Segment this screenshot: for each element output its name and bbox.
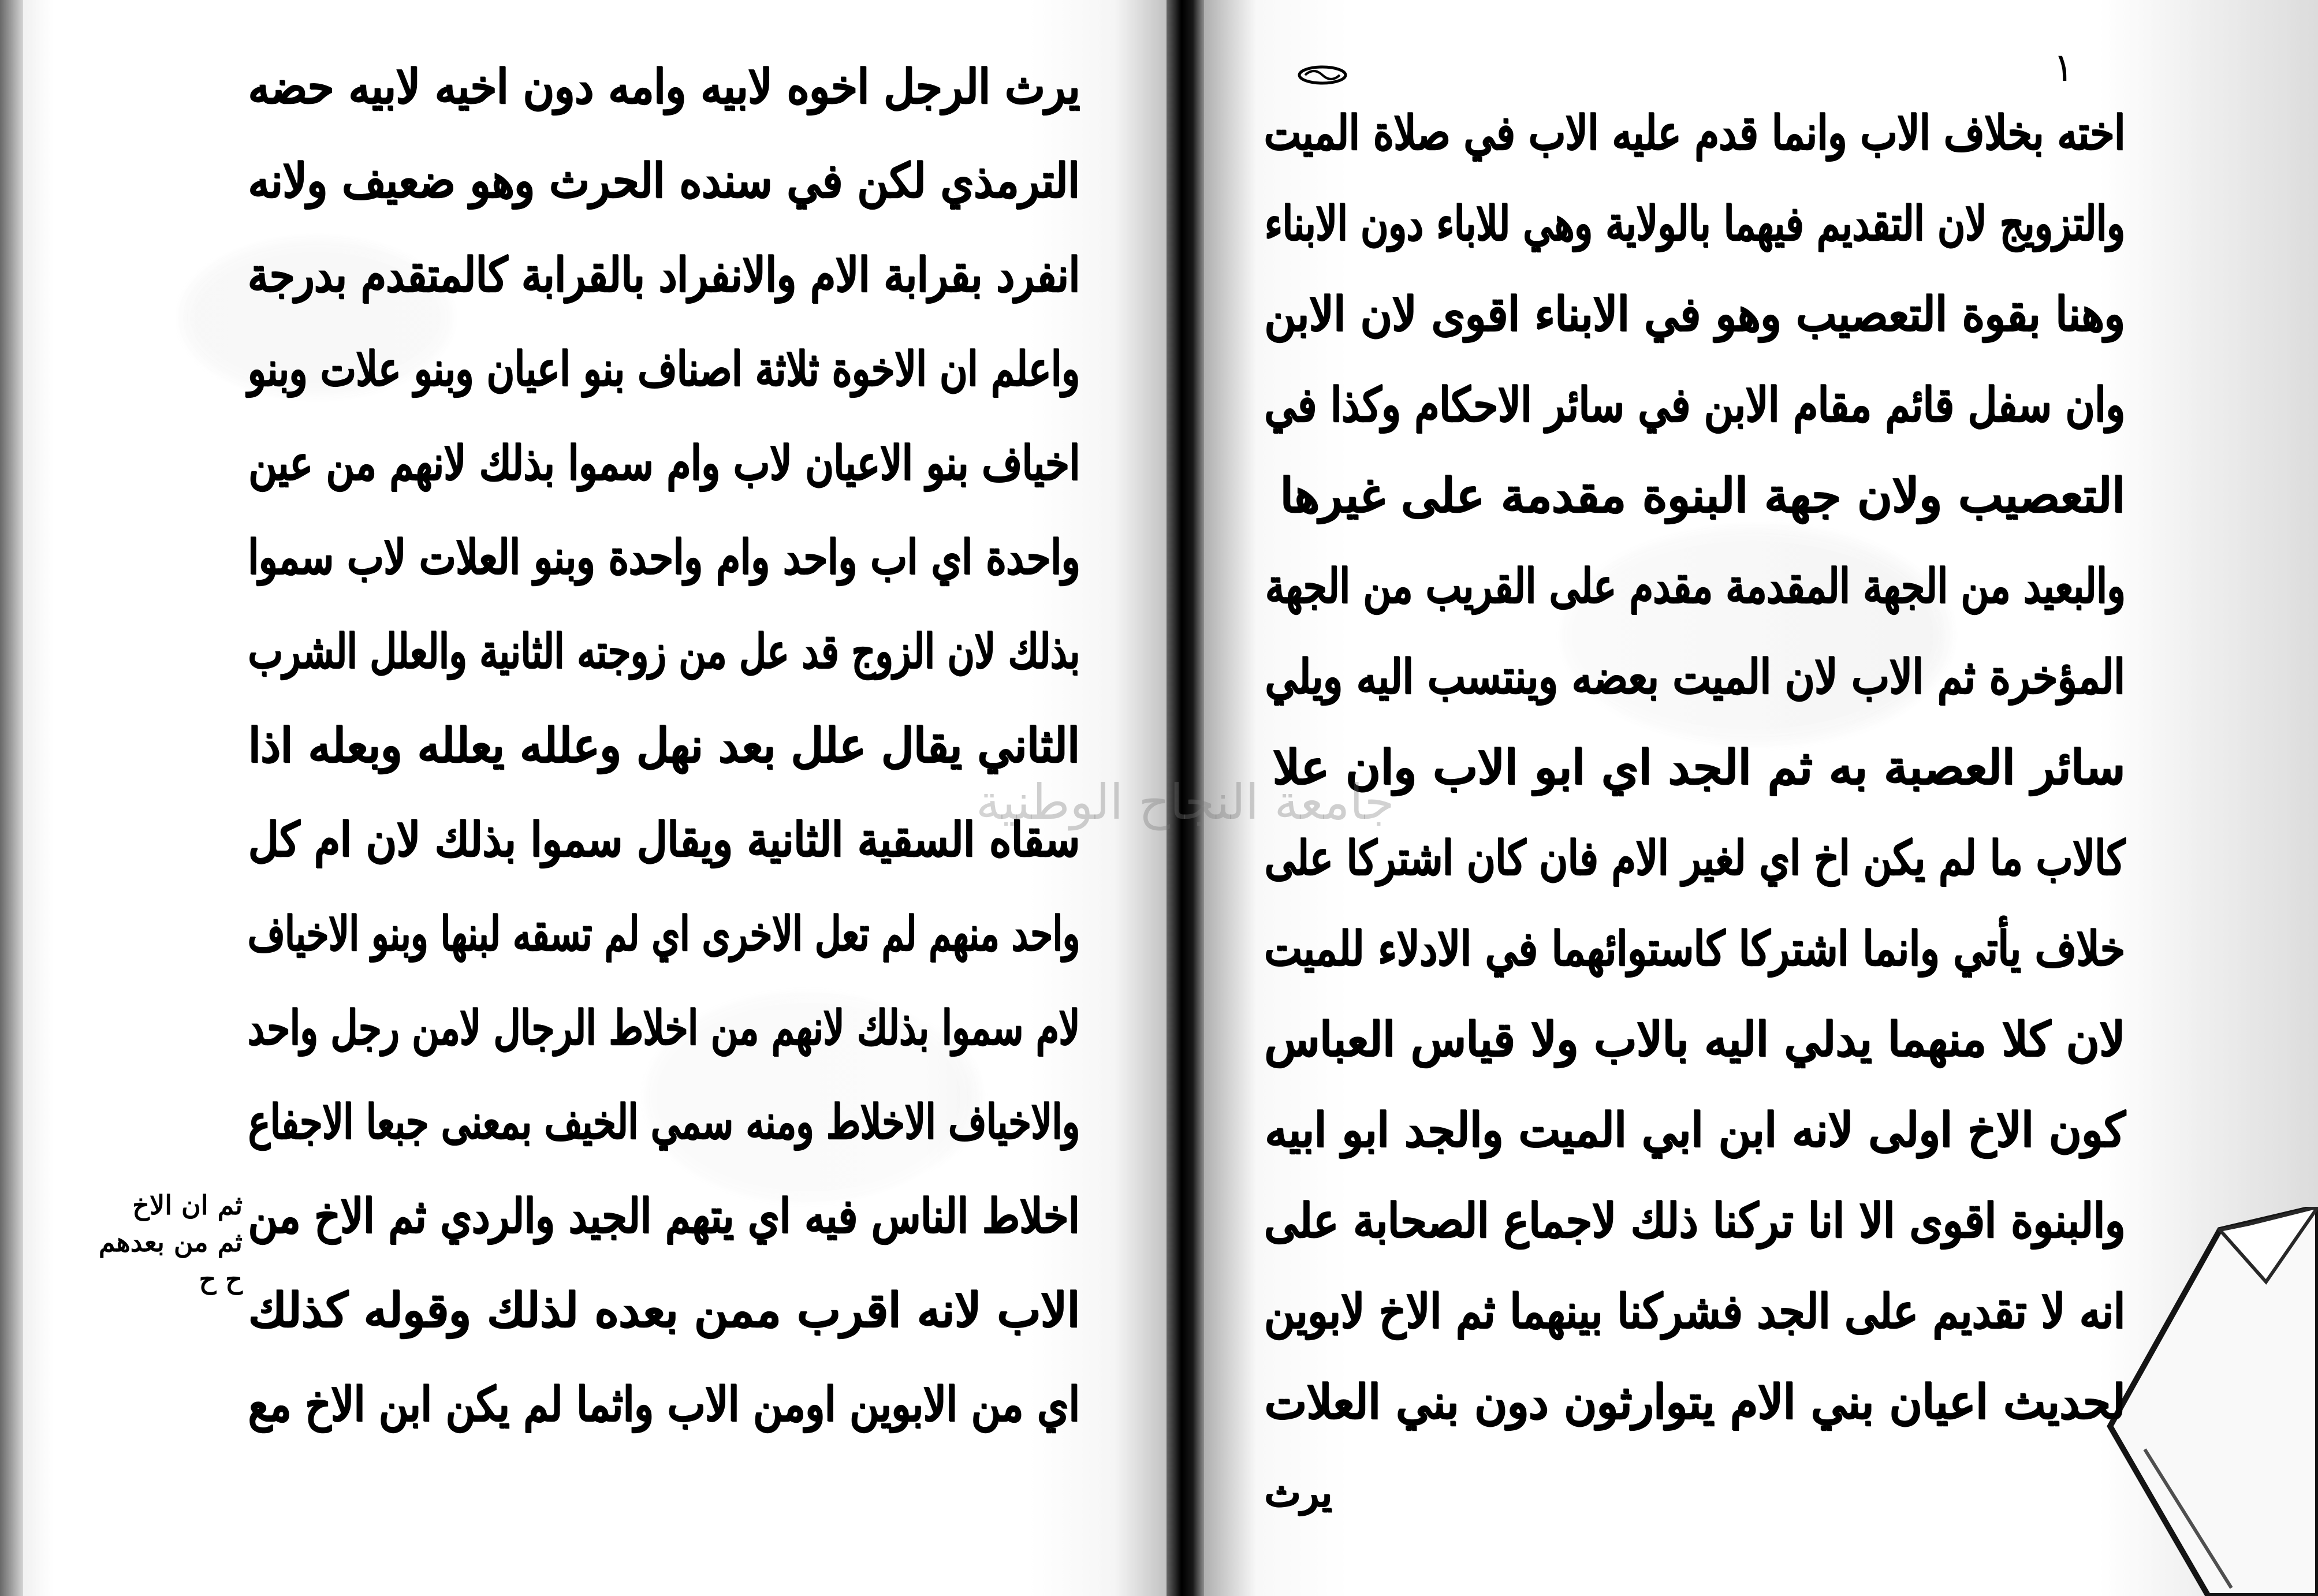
text-line: لام سموا بذلك لانهم من اخلاط الرجال لامن رجل واحد (248, 1000, 1080, 1056)
text-line: الاب لانه اقرب ممن بعده لذلك وقوله كذلك (248, 1282, 1080, 1338)
text-line: الثاني يقال علل بعد نهل وعلله يعلله وبعله اذا (248, 718, 1080, 773)
library-watermark: جامعة النجاح الوطنية (976, 774, 1395, 830)
text-line: وهنا بقوة التعصيب وهو في الابناء اقوى لان الابن (1265, 286, 2125, 342)
text-line: بذلك لان الزوج قد عل من زوجته الثانية والعلل الشرب (248, 624, 1080, 679)
text-line: اخته بخلاف الاب وانما قدم عليه الاب في صلاة الميت (1264, 105, 2125, 161)
text-line: اي من الابوين اومن الاب واثما لم يكن ابن الاخ مع (248, 1377, 1080, 1432)
margin-note (69, 1187, 243, 1297)
margin-note-line: ح ح (199, 1263, 243, 1295)
text-line: والبنوة اقوى الا انا تركنا ذلك لاجماع الصحابة على (1264, 1193, 2125, 1248)
left-page-text (248, 52, 1080, 1467)
text-line: والاخياف الاخلاط ومنه سمي الخيف بمعنى جبعا الاجفاع (248, 1094, 1080, 1150)
text-line: كون الاخ اولى لانه ابن ابي الميت والجد ابو ابيه (1265, 1102, 2125, 1158)
right-page-text (1265, 98, 2125, 1565)
text-line: سقاه السقية الثانية ويقال سموا بذلك لان ام كل (248, 812, 1080, 867)
text-line: الترمذي لكن في سنده الحرث وهو ضعيف ولانه (248, 153, 1080, 208)
text-line: واحد منهم لم تعل الاخرى اي لم تسقه لبنها وبنو الاخياف (248, 906, 1080, 961)
page-edge (0, 0, 23, 1596)
text-line: واعلم ان الاخوة ثلاثة اصناف بنو اعيان وبنو علات وبنو (248, 341, 1080, 397)
text-line: انفرد بقرابة الام والانفراد بالقرابة كالمتقدم بدرجة (248, 247, 1080, 303)
text-line: اخلاط الناس فيه اي يتهم الجيد والردي ثم الاخ من (248, 1188, 1080, 1244)
text-line: لان كلا منهما يدلي اليه بالاب ولا قياس العباس (1264, 1012, 2125, 1067)
margin-note-line: ثم من بعدهم (98, 1226, 243, 1258)
text-line: سائر العصبة به ثم الجد اي ابو الاب وان علا (1273, 740, 2125, 795)
text-line: خلاف يأتي وانما اشتركا كاستوائهما في الادلاء للميت (1264, 921, 2125, 976)
text-line: وان سفل قائم مقام الابن في سائر الاحكام وكذا في (1264, 377, 2125, 432)
text-line: كالاب ما لم يكن اخ اي لغير الام فان كان اشتركا على (1264, 830, 2125, 886)
text-line: المؤخرة ثم الاب لان الميت بعضه وينتسب اليه ويلي (1265, 649, 2125, 704)
text-line: انه لا تقديم على الجد فشركنا بينهما ثم الاخ لابوين (1264, 1284, 2125, 1339)
text-line: التعصيب ولان جهة البنوة مقدمة على غيرها (1280, 468, 2125, 523)
ornament-icon (1296, 64, 1348, 87)
text-line: والبعيد من الجهة المقدمة مقدم على القريب من الجهة (1265, 558, 2125, 614)
text-line: اخياف بنو الاعيان لاب وام سموا بذلك لانهم من عين (248, 435, 1080, 491)
text-line: يرث الرجل اخوه لابيه وامه دون اخيه لابيه حضه (248, 59, 1080, 114)
catchword: يرث (1265, 1470, 1332, 1515)
margin-note-line: ثم ان الاخ (132, 1189, 243, 1221)
page-number: ١ (2053, 45, 2074, 91)
text-line: لحديث اعيان بني الام يتوارثون دون بني العلات (1264, 1374, 2125, 1430)
text-line: واحدة اي اب واحد وام واحدة وبنو العلات لاب سموا (247, 529, 1080, 585)
text-line: والتزويج لان التقديم فيهما بالولاية وهي للاباء دون الابناء (1265, 196, 2125, 251)
